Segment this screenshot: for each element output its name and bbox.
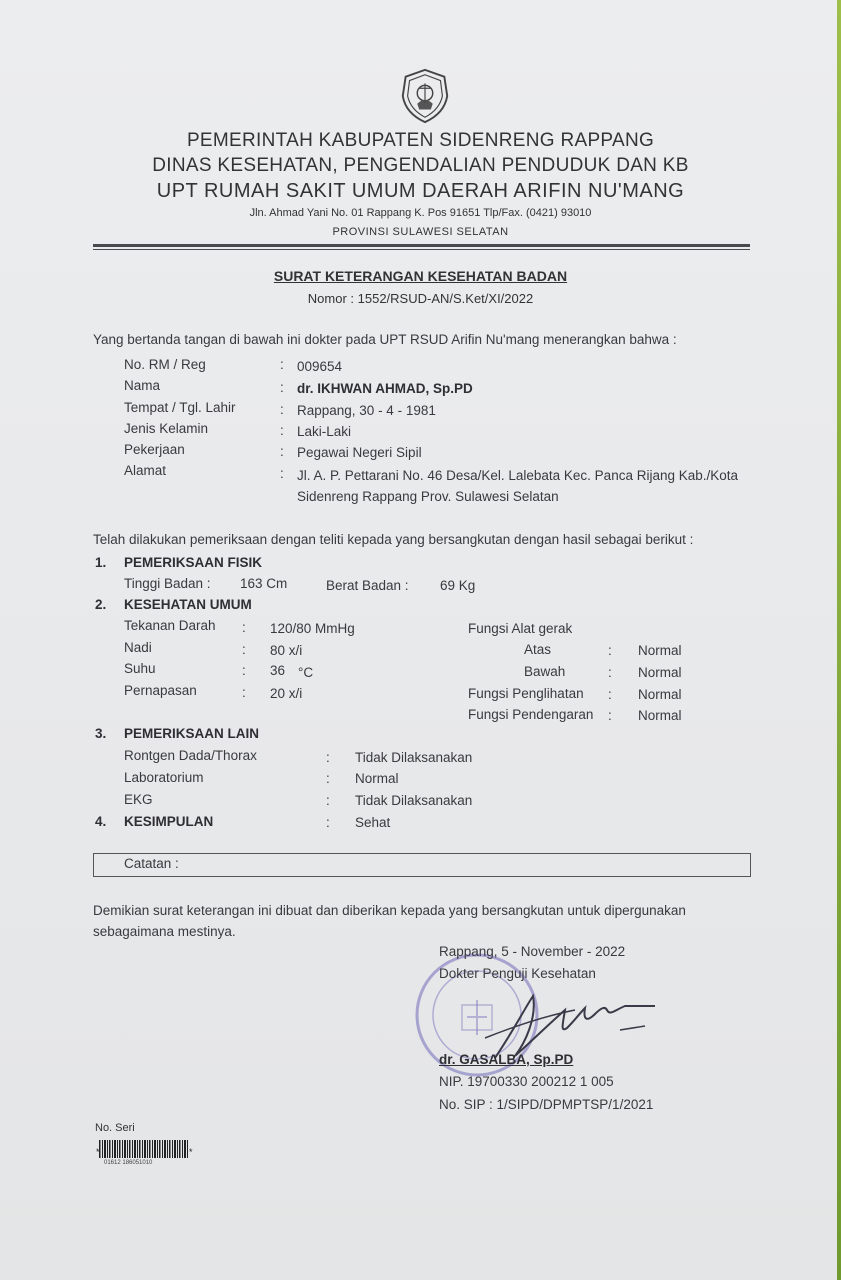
lihat-label: Fungsi Penglihatan	[468, 686, 584, 701]
signature-place-date: Rappang, 5 - November - 2022	[439, 944, 626, 959]
catatan-label: Catatan :	[124, 856, 179, 871]
suhu-value: 36	[270, 663, 286, 678]
colon: :	[280, 357, 284, 372]
berat-value: 69 Kg	[440, 578, 476, 593]
bawah-value: Normal	[638, 665, 682, 680]
suhu-label: Suhu	[124, 661, 156, 676]
svg-text:*: *	[96, 1147, 100, 1157]
header-rule-thick	[93, 244, 750, 247]
colon: :	[242, 642, 246, 657]
atas-label: Atas	[524, 642, 552, 657]
header-line-3: UPT RUMAH SAKIT UMUM DAERAH ARIFIN NU'MANG	[156, 180, 685, 202]
section-2-number: 2.	[95, 597, 107, 612]
header-rule-thin	[93, 249, 750, 250]
catatan-box	[93, 853, 751, 877]
nama-value: dr. IKHWAN AHMAD, Sp.PD	[297, 381, 473, 396]
barcode-digits: 01612 186051010	[104, 1160, 153, 1166]
signer-sip: No. SIP : 1/SIPD/DPMPTSP/1/2021	[439, 1097, 654, 1112]
lab-value: Normal	[355, 771, 399, 786]
document-title: SURAT KETERANGAN KESEHATAN BADAN	[273, 268, 568, 284]
alamat-label: Alamat	[124, 463, 167, 478]
colon: :	[326, 771, 330, 786]
intro-text: Yang bertanda tangan di bawah ini dokter pada UPT RSUD Arifin Nu'mang menerangkan bahwa :	[93, 332, 677, 347]
no-rm-value: 009654	[297, 359, 343, 374]
signer-nip: NIP. 19700330 200212 1 005	[439, 1074, 614, 1089]
svg-text:*: *	[189, 1147, 193, 1157]
lab-label: Laboratorium	[124, 770, 204, 785]
colon: :	[608, 708, 612, 723]
section-4-number: 4.	[95, 814, 107, 829]
nadi-value: 80 x/i	[270, 643, 303, 658]
atas-value: Normal	[638, 643, 682, 658]
nadi-label: Nadi	[124, 640, 152, 655]
section-4-title: KESIMPULAN	[124, 814, 214, 829]
no-rm-label: No. RM / Reg	[124, 357, 206, 372]
section-3-number: 3.	[95, 726, 107, 741]
jk-value: Laki-Laki	[297, 424, 352, 439]
napas-value: 20 x/i	[270, 686, 303, 701]
colon: :	[608, 687, 612, 702]
header-line-2: DINAS KESEHATAN, PENGENDALIAN PENDUDUK DAN KB	[152, 155, 689, 176]
signer-name: dr. GASALBA, Sp.PD	[439, 1052, 574, 1067]
td-label: Tekanan Darah	[124, 618, 216, 633]
header-line-1: PEMERINTAH KABUPATEN SIDENRENG RAPPANG	[186, 130, 655, 151]
colon: :	[608, 665, 612, 680]
ekg-label: EKG	[124, 792, 153, 807]
colon: :	[280, 402, 284, 417]
section-1-title: PEMERIKSAAN FISIK	[124, 555, 263, 570]
ekg-value: Tidak Dilaksanakan	[355, 793, 473, 808]
ttl-value: Rappang, 30 - 4 - 1981	[297, 403, 436, 418]
header-address: Jln. Ahmad Yani No. 01 Rappang K. Pos 91651 Tlp/Fax. (0421) 93010	[249, 207, 592, 219]
rontgen-label: Rontgen Dada/Thorax	[124, 748, 257, 763]
colon: :	[326, 793, 330, 808]
jk-label: Jenis Kelamin	[124, 421, 209, 436]
section-2-title: KESEHATAN UMUM	[124, 597, 252, 612]
colon: :	[326, 750, 330, 765]
alamat-line-1: Jl. A. P. Pettarani No. 46 Desa/Kel. Lalebata Kec. Panca Rijang Kab./Kota	[297, 468, 739, 483]
section-1-number: 1.	[95, 555, 107, 570]
section-3-title: PEMERIKSAAN LAIN	[124, 726, 260, 741]
td-value: 120/80 MmHg	[270, 621, 355, 636]
colon: :	[242, 663, 246, 678]
colon: :	[280, 466, 284, 481]
closing-line-1: Demikian surat keterangan ini dibuat dan diberikan kepada yang bersangkutan untuk dipergunakan	[93, 903, 686, 918]
exam-intro: Telah dilakukan pemeriksaan dengan teliti kepada yang bersangkutan dengan hasil sebagai berikut :	[93, 532, 694, 547]
header-province: PROVINSI SULAWESI SELATAN	[332, 226, 509, 238]
ttl-label: Tempat / Tgl. Lahir	[124, 400, 236, 415]
kesimpulan-value: Sehat	[355, 815, 391, 830]
dengar-label: Fungsi Pendengaran	[468, 707, 594, 722]
signature-role: Dokter Penguji Kesehatan	[439, 966, 596, 981]
dengar-value: Normal	[638, 708, 682, 723]
alat-gerak-label: Fungsi Alat gerak	[468, 621, 573, 636]
colon: :	[326, 815, 330, 830]
alamat-line-2: Sidenreng Rappang Prov. Sulawesi Selatan	[297, 489, 559, 504]
tinggi-label: Tinggi Badan :	[124, 576, 211, 591]
lihat-value: Normal	[638, 687, 682, 702]
pekerjaan-label: Pekerjaan	[124, 442, 185, 457]
regency-emblem-icon	[396, 67, 454, 125]
serial-label: No. Seri	[95, 1122, 135, 1134]
tinggi-value: 163 Cm	[240, 576, 288, 591]
colon: :	[280, 444, 284, 459]
pekerjaan-value: Pegawai Negeri Sipil	[297, 445, 422, 460]
colon: :	[280, 380, 284, 395]
nama-label: Nama	[124, 378, 161, 393]
suhu-unit: °C	[298, 665, 314, 680]
closing-line-2: sebagaimana mestinya.	[93, 924, 236, 939]
colon: :	[242, 620, 246, 635]
colon: :	[242, 685, 246, 700]
rontgen-value: Tidak Dilaksanakan	[355, 750, 473, 765]
colon: :	[608, 643, 612, 658]
bawah-label: Bawah	[524, 664, 566, 679]
berat-label: Berat Badan :	[326, 578, 409, 593]
colon: :	[280, 423, 284, 438]
napas-label: Pernapasan	[124, 683, 197, 698]
document-number: Nomor : 1552/RSUD-AN/S.Ket/XI/2022	[307, 291, 534, 306]
